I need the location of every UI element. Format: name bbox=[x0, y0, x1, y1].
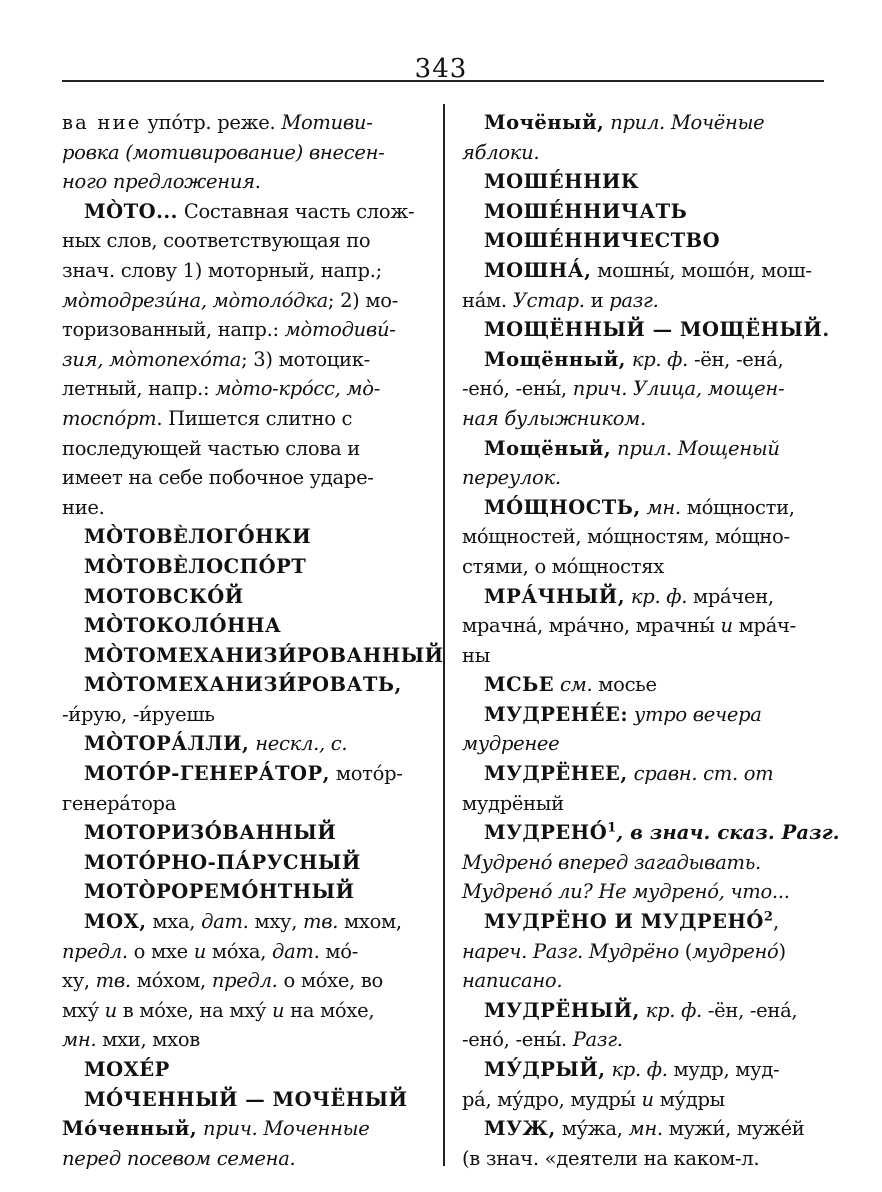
headword: МОТО̀РОРЕМО́НТНЫЙ bbox=[84, 880, 355, 904]
line: ных слов, соответствующая по bbox=[62, 229, 371, 253]
headword: МО̀ТОМЕХАНИЗИ́РОВАТЬ, bbox=[84, 673, 402, 697]
headword: МО̀ТОВЀЛОСПО́РТ bbox=[84, 554, 307, 578]
line: мудренее bbox=[462, 732, 560, 756]
line: ра́, му́дро, мудры́ и му́дры bbox=[462, 1087, 725, 1111]
line: мо̀тодрези́на, мо̀толо́дка; 2) мо- bbox=[62, 288, 398, 312]
line: последующей частью слова и bbox=[62, 436, 360, 460]
line: ва ние упо́тр. реже. Мотиви- bbox=[62, 111, 373, 134]
page-number: 343 bbox=[414, 54, 468, 84]
line: мн. мхи, мхов bbox=[62, 1028, 200, 1052]
entry-moto: МО̀ТО... Составная часть слож- bbox=[84, 199, 415, 223]
line: Мо́ченный, прич. Моченные bbox=[62, 1117, 370, 1141]
line: на́м. Устар. и разг. bbox=[462, 288, 659, 312]
line: ны bbox=[462, 643, 490, 667]
line: переулок. bbox=[462, 466, 561, 490]
line: -ено́, -ены́, прич. Улица, мощен- bbox=[462, 377, 785, 401]
line: зия, мо̀топехо́та; 3) мотоцик- bbox=[62, 347, 370, 371]
headword: МОТОВСКО́Й bbox=[84, 584, 244, 608]
entry: МОТО́Р-ГЕНЕРА́ТОР, мото́р- bbox=[84, 762, 403, 786]
entry: МРА́ЧНЫЙ, кр. ф. мра́чен, bbox=[484, 584, 774, 608]
line: знач. слову 1) моторный, напр.; bbox=[62, 258, 382, 282]
line: Мудрено́ ли? Не мудрено́, что... bbox=[462, 880, 790, 904]
line: яблоки. bbox=[462, 140, 540, 164]
line: (в знач. «деятели на каком-л. bbox=[462, 1146, 760, 1170]
entry: МОШНА́, мошны́, мошо́н, мош- bbox=[484, 258, 812, 282]
right-column bbox=[462, 108, 840, 1173]
line: имеет на себе побочное ударе- bbox=[62, 466, 374, 490]
line: мрачна́, мра́чно, мрачны́ и мра́ч- bbox=[462, 614, 796, 638]
headword: МОШЕ́ННИК bbox=[484, 170, 640, 194]
left-column bbox=[62, 108, 444, 1173]
line: ровка (мотивирование) внесен- bbox=[62, 140, 385, 164]
headword: МОТОРИЗО́ВАННЫЙ bbox=[84, 821, 337, 845]
headword: МО́ЧЕННЫЙ — МОЧЁНЫЙ bbox=[84, 1087, 408, 1111]
column-divider bbox=[443, 104, 445, 1166]
line: ного предложения. bbox=[62, 170, 261, 194]
headword: МО̀ТОКОЛО́ННА bbox=[84, 614, 282, 638]
entry: МУ́ДРЫЙ, кр. ф. мудр, муд- bbox=[484, 1058, 780, 1081]
entry: МСЬЕ см. мосье bbox=[484, 673, 657, 697]
entry: МУЖ, му́жа, мн. мужи́, муже́й bbox=[484, 1117, 805, 1141]
line: нареч. Разг. Мудрёно (мудрено́) bbox=[462, 939, 786, 963]
headword: МОТО́РНО-ПА́РУСНЫЙ bbox=[84, 850, 361, 874]
line: торизованный, напр.: мо̀тодиви́- bbox=[62, 318, 396, 342]
line: ние. bbox=[62, 495, 105, 519]
entry: МУДРЁНЕЕ, сравн. ст. от bbox=[484, 762, 774, 786]
line: стями, о мо́щностях bbox=[462, 554, 664, 578]
headword: МОЩЁННЫЙ — МОЩЁНЫЙ. bbox=[484, 318, 830, 342]
entry: Мощённый, кр. ф. -ён, -ена́, bbox=[484, 347, 784, 371]
line: предл. о мхе и мо́ха, дат. мо́- bbox=[62, 939, 358, 963]
line: тоспо́рт. Пишется слитно с bbox=[62, 406, 353, 430]
line: -ено́, -ены́. Разг. bbox=[462, 1028, 623, 1052]
entry: Мощёный, прил. Мощеный bbox=[484, 436, 780, 460]
headword: МО̀ТОВЀЛОГО́НКИ bbox=[84, 525, 312, 549]
line: ная булыжником. bbox=[462, 406, 646, 430]
headword: МОШЕ́ННИЧЕСТВО bbox=[484, 229, 721, 253]
entry: Мочёный, прил. Мочёные bbox=[484, 111, 765, 134]
entry: МУДРЁНЫЙ, кр. ф. -ён, -ена́, bbox=[484, 998, 798, 1022]
entry: МУДРЕНО́$^1$, в знач. сказ. Разг. bbox=[484, 820, 840, 845]
entry: МО́ЩНОСТЬ, мн. мо́щности, bbox=[484, 495, 795, 519]
line: генера́тора bbox=[62, 791, 177, 815]
line: летный, напр.: мо̀то-кро́сс, мо̀- bbox=[62, 377, 381, 401]
line: перед посевом семена. bbox=[62, 1146, 296, 1170]
line: мо́щностей, мо́щностям, мо́щно- bbox=[462, 525, 790, 549]
headword: МОХЕ́Р bbox=[84, 1058, 170, 1081]
entry: МУДРЕНЕ́Е: утро вечера bbox=[484, 702, 762, 726]
entry: МУДРЁНО И МУДРЕНО́$^2$, bbox=[484, 909, 779, 934]
entry-moh: МОХ, мха, дат. мху, тв. мхом, bbox=[84, 910, 402, 934]
headword: МО̀ТОМЕХАНИЗИ́РОВАННЫЙ bbox=[84, 643, 444, 667]
line: написано. bbox=[462, 969, 563, 993]
header-rule bbox=[62, 80, 824, 82]
headword: МОШЕ́ННИЧАТЬ bbox=[484, 199, 688, 223]
line: -и́рую, -и́руешь bbox=[62, 702, 215, 726]
line: мудрёный bbox=[462, 791, 564, 815]
line: Мудрено́ вперед загадывать. bbox=[462, 850, 761, 874]
entry: МО̀ТОРА́ЛЛИ, нескл., с. bbox=[84, 732, 348, 756]
line: ху, тв. мо́хом, предл. о мо́хе, во bbox=[62, 969, 383, 993]
line: мху́ и в мо́хе, на мху́ и на мо́хе, bbox=[62, 998, 375, 1022]
